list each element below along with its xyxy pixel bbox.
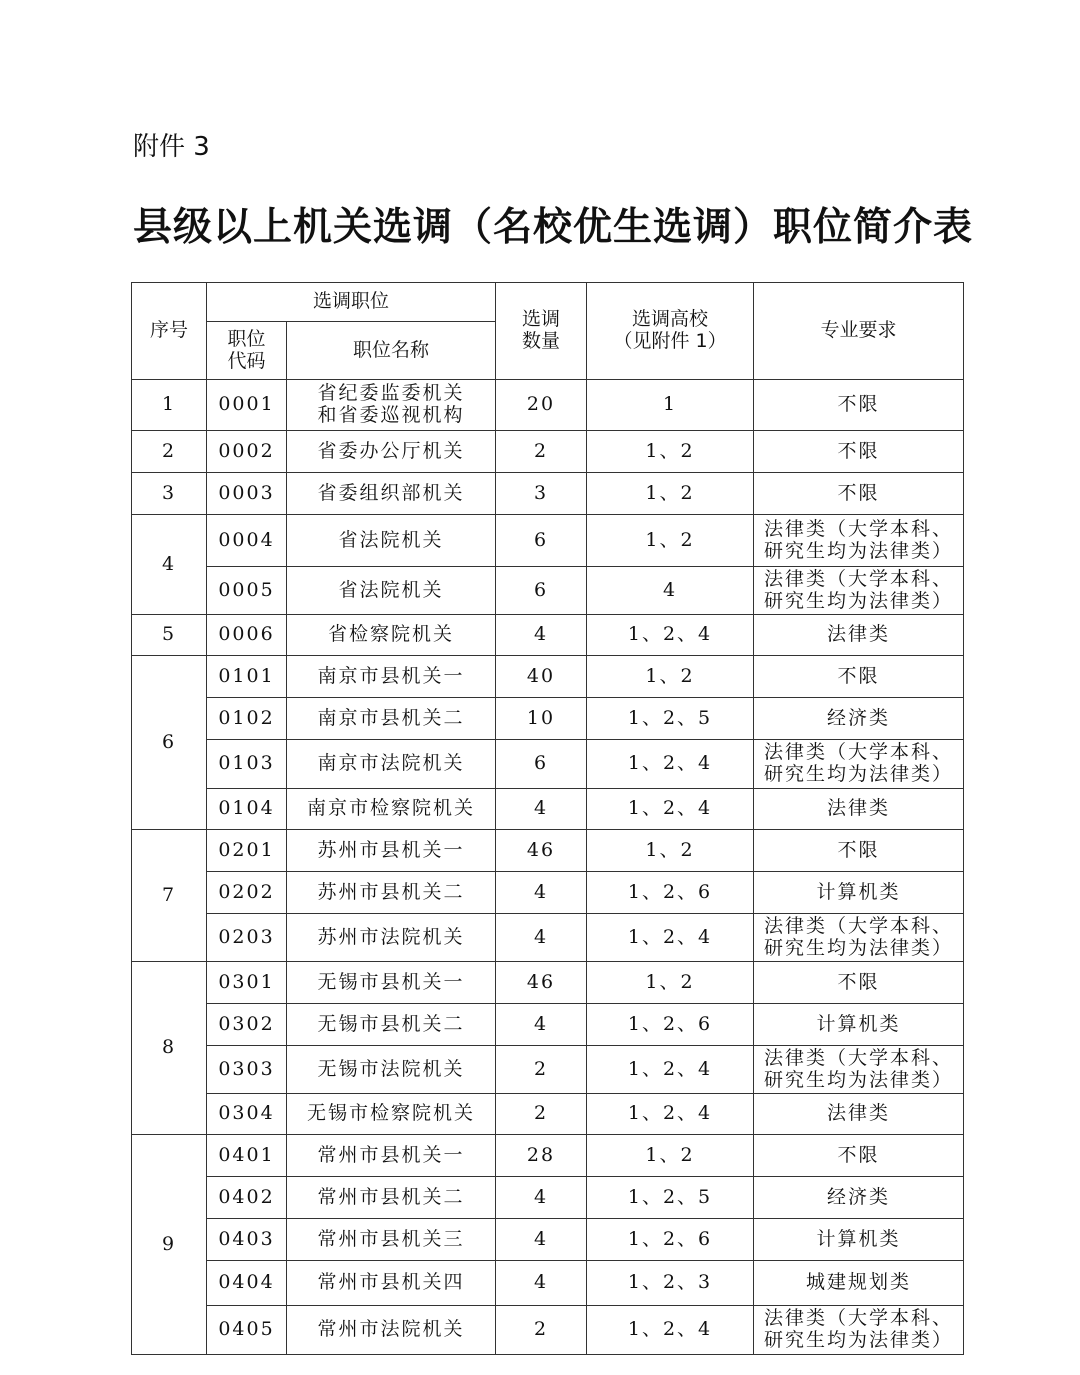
cell-code: 0203 [207,914,287,962]
cell-name: 南京市法院机关 [287,740,496,789]
cell-schools: 1、2、4 [587,914,754,962]
cell-code: 0401 [207,1135,287,1177]
cell-major: 法律类 [754,789,964,830]
cell-major: 法律类 [754,615,964,656]
cell-major [754,740,964,789]
cell-major-line2: 研究生均为法律类） [764,1329,954,1351]
cell-major: 计算机类 [754,1219,964,1261]
table-row [132,830,964,872]
cell-seq: 7 [132,830,207,962]
cell-seq: 2 [132,431,207,473]
cell-major-line2: 研究生均为法律类） [764,1068,954,1091]
cell-seq: 8 [132,962,207,1135]
cell-schools: 1、2、4 [587,615,754,656]
col-header-quantity-line1: 选调 [522,308,561,331]
cell-name [287,380,496,431]
cell-name: 常州市县机关二 [287,1177,496,1219]
cell-name: 无锡市县机关二 [287,1004,496,1046]
cell-schools: 1、2 [587,431,754,473]
position-table [131,282,964,1355]
cell-major [754,515,964,567]
table-row [132,1219,964,1261]
cell-seq: 1 [132,380,207,431]
cell-code: 0201 [207,830,287,872]
col-header-position-group: 选调职位 [207,283,496,322]
cell-code: 0002 [207,431,287,473]
cell-major: 法律类 [754,1094,964,1135]
cell-code: 0104 [207,789,287,830]
cell-count: 46 [496,830,587,872]
cell-count: 6 [496,740,587,789]
cell-major-line1: 法律类（大学本科、 [764,1307,954,1330]
cell-count: 4 [496,1004,587,1046]
cell-name: 南京市县机关二 [287,698,496,740]
cell-major-line2: 研究生均为法律类） [764,589,954,612]
table-row [132,1046,964,1094]
table-row [132,1004,964,1046]
cell-name: 无锡市法院机关 [287,1046,496,1094]
cell-count: 2 [496,1046,587,1094]
cell-name: 苏州市法院机关 [287,914,496,962]
cell-name: 省法院机关 [287,515,496,567]
table-row [132,656,964,698]
cell-major-line1: 法律类（大学本科、 [764,914,954,937]
cell-code: 0102 [207,698,287,740]
table-row [132,1261,964,1306]
cell-name: 省委组织部机关 [287,473,496,515]
cell-major-line1: 法律类（大学本科、 [764,517,954,540]
cell-major: 经济类 [754,1177,964,1219]
table-row [132,698,964,740]
table-body [132,380,964,1355]
cell-major: 不限 [754,1135,964,1177]
cell-schools: 1、2 [587,473,754,515]
cell-code: 0402 [207,1177,287,1219]
cell-count: 4 [496,1219,587,1261]
cell-schools: 1、2、5 [587,698,754,740]
cell-schools: 1 [587,380,754,431]
cell-schools: 1、2 [587,1135,754,1177]
cell-seq: 3 [132,473,207,515]
cell-schools: 1、2、6 [587,1004,754,1046]
cell-major [754,567,964,615]
cell-name-line1: 省纪委监委机关 [317,382,465,405]
cell-code: 0202 [207,872,287,914]
page-title: 县级以上机关选调（名校优生选调）职位简介表 [133,205,974,250]
col-header-schools-line2: （见附件 1） [613,330,727,352]
cell-count: 4 [496,615,587,656]
col-header-schools-line1: 选调高校 [632,308,709,331]
cell-code: 0005 [207,567,287,615]
col-header-code [207,322,287,380]
table-row [132,1094,964,1135]
cell-seq: 4 [132,515,207,615]
cell-code: 0003 [207,473,287,515]
cell-count: 2 [496,431,587,473]
cell-major: 不限 [754,830,964,872]
cell-major: 不限 [754,473,964,515]
cell-count: 4 [496,1177,587,1219]
cell-count: 28 [496,1135,587,1177]
cell-name: 无锡市县机关一 [287,962,496,1004]
cell-major: 计算机类 [754,1004,964,1046]
cell-major-line1: 法律类（大学本科、 [764,1046,954,1069]
col-header-code-line2: 代码 [227,349,266,372]
col-header-quantity-line2: 数量 [522,330,561,352]
cell-seq: 5 [132,615,207,656]
table-row [132,473,964,515]
table-row [132,567,964,615]
cell-count: 4 [496,914,587,962]
table-row [132,872,964,914]
table-row [132,914,964,962]
cell-major-line2: 研究生均为法律类） [764,763,954,785]
cell-count: 6 [496,567,587,615]
cell-major-line1: 法律类（大学本科、 [764,741,954,764]
cell-schools: 1、2、4 [587,740,754,789]
cell-code: 0304 [207,1094,287,1135]
cell-major: 不限 [754,962,964,1004]
cell-name: 常州市县机关四 [287,1261,496,1306]
table-row [132,515,964,567]
cell-name: 省法院机关 [287,567,496,615]
table-row [132,1135,964,1177]
cell-code: 0006 [207,615,287,656]
cell-major: 不限 [754,431,964,473]
cell-major: 城建规划类 [754,1261,964,1306]
cell-schools: 1、2、4 [587,1306,754,1355]
col-header-schools [587,283,754,380]
cell-code: 0001 [207,380,287,431]
cell-major: 不限 [754,380,964,431]
cell-code: 0303 [207,1046,287,1094]
cell-schools: 1、2、4 [587,1046,754,1094]
cell-schools: 1、2、3 [587,1261,754,1306]
cell-schools: 1、2 [587,962,754,1004]
cell-code: 0405 [207,1306,287,1355]
cell-code: 0302 [207,1004,287,1046]
cell-code: 0403 [207,1219,287,1261]
table-row [132,1306,964,1355]
cell-major-line2: 研究生均为法律类） [764,539,954,562]
cell-schools: 1、2、6 [587,872,754,914]
col-header-major: 专业要求 [754,283,964,380]
cell-major [754,1046,964,1094]
col-header-quantity [496,283,587,380]
cell-name: 常州市县机关三 [287,1219,496,1261]
cell-schools: 1、2、4 [587,1094,754,1135]
cell-schools: 1、2、6 [587,1219,754,1261]
cell-major-line2: 研究生均为法律类） [764,936,954,959]
cell-name: 常州市县机关一 [287,1135,496,1177]
cell-count: 6 [496,515,587,567]
cell-count: 20 [496,380,587,431]
cell-major: 经济类 [754,698,964,740]
cell-name: 南京市检察院机关 [287,789,496,830]
cell-name: 苏州市县机关一 [287,830,496,872]
cell-major [754,1306,964,1355]
cell-schools: 1、2 [587,515,754,567]
table-row [132,431,964,473]
cell-count: 4 [496,789,587,830]
cell-name: 常州市法院机关 [287,1306,496,1355]
cell-name-line2: 和省委巡视机构 [317,404,465,426]
cell-code: 0101 [207,656,287,698]
cell-schools: 1、2、5 [587,1177,754,1219]
table-row [132,1177,964,1219]
cell-name: 苏州市县机关二 [287,872,496,914]
cell-count: 46 [496,962,587,1004]
cell-schools: 1、2 [587,830,754,872]
cell-count: 2 [496,1094,587,1135]
cell-code: 0004 [207,515,287,567]
cell-name: 南京市县机关一 [287,656,496,698]
cell-schools: 4 [587,567,754,615]
cell-count: 4 [496,872,587,914]
cell-count: 2 [496,1306,587,1355]
table-row [132,615,964,656]
cell-name: 省检察院机关 [287,615,496,656]
table-row [132,380,964,431]
cell-major-line1: 法律类（大学本科、 [764,567,954,590]
cell-seq: 6 [132,656,207,830]
attachment-label: 附件 3 [133,132,210,162]
cell-count: 40 [496,656,587,698]
cell-schools: 1、2、4 [587,789,754,830]
cell-code: 0103 [207,740,287,789]
cell-major [754,914,964,962]
col-header-name: 职位名称 [287,322,496,380]
cell-major: 不限 [754,656,964,698]
cell-count: 10 [496,698,587,740]
table-row [132,962,964,1004]
table-row [132,789,964,830]
cell-count: 3 [496,473,587,515]
cell-count: 4 [496,1261,587,1306]
cell-name: 无锡市检察院机关 [287,1094,496,1135]
col-header-seq: 序号 [132,283,207,380]
table-row [132,740,964,789]
cell-seq: 9 [132,1135,207,1355]
cell-major: 计算机类 [754,872,964,914]
cell-code: 0301 [207,962,287,1004]
cell-code: 0404 [207,1261,287,1306]
col-header-code-line1: 职位 [227,327,266,350]
cell-name: 省委办公厅机关 [287,431,496,473]
cell-schools: 1、2 [587,656,754,698]
